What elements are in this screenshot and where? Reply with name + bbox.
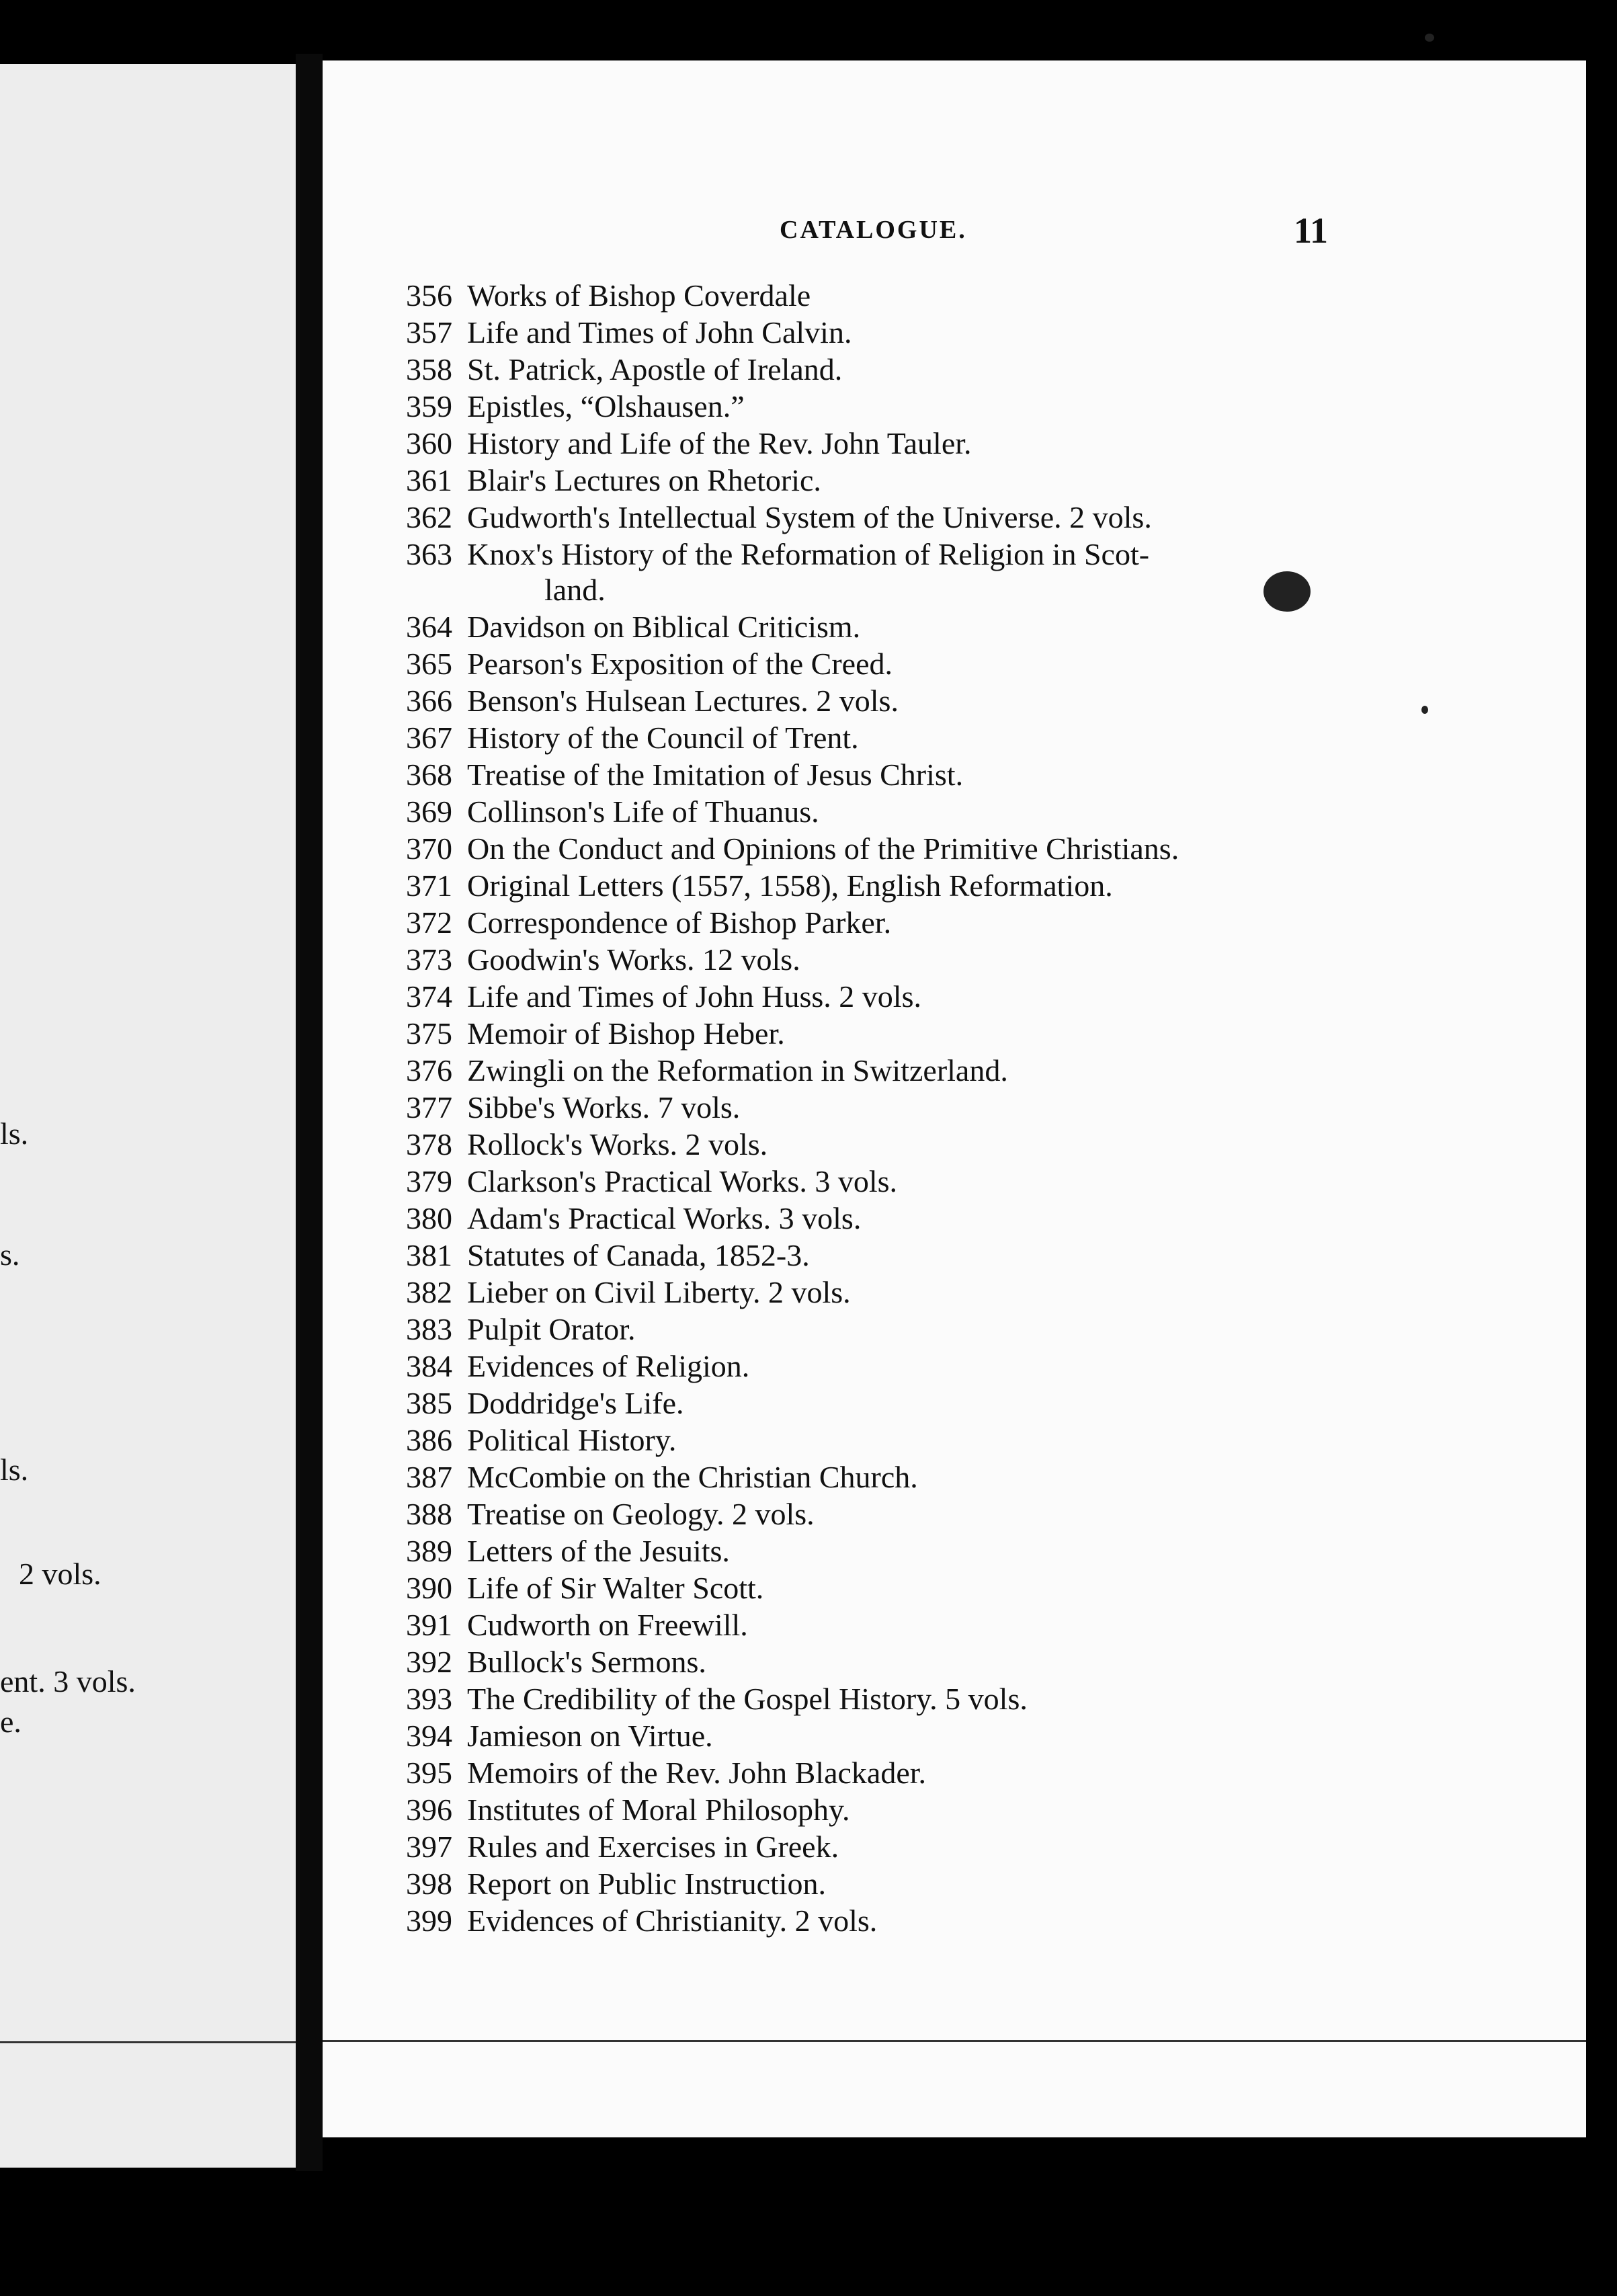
entry-title: Doddridge's Life. [467,1386,684,1420]
entry-number: 369 [406,794,452,829]
catalogue-entry [323,388,1586,425]
catalogue-entry [323,1459,1586,1495]
catalogue-entry [323,1717,1586,1754]
entry-title: Institutes of Moral Philosophy. [467,1793,850,1827]
catalogue-entry [323,462,1586,499]
entry-number: 374 [406,979,452,1014]
left-fragment: ls. [0,1116,29,1151]
catalogue-entry [323,756,1586,793]
entry-number: 363 [406,537,452,571]
entry-title: The Credibility of the Gospel History. 5 vols. [467,1682,1028,1716]
catalogue-entry [323,1902,1586,1939]
catalogue-entry [323,1532,1586,1569]
ink-speck [1421,706,1428,714]
entry-number: 385 [406,1386,452,1420]
catalogue-entry [323,1200,1586,1237]
entry-number: 387 [406,1460,452,1494]
entry-title: St. Patrick, Apostle of Ireland. [467,352,843,386]
entry-title: Epistles, “Olshausen.” [467,389,745,423]
entry-number: 395 [406,1756,452,1790]
entry-number: 381 [406,1238,452,1272]
entry-title: Cudworth on Freewill. [467,1608,748,1642]
entry-title: Sibbe's Works. 7 vols. [467,1090,741,1124]
ink-speck [1425,34,1434,42]
entry-title: Davidson on Biblical Criticism. [467,610,861,644]
left-fragment: 2 vols. [19,1557,101,1591]
entry-number: 373 [406,942,452,977]
catalogue-entry [323,1680,1586,1717]
entry-title: On the Conduct and Opinions of the Primitive Christians. [467,831,1179,866]
catalogue-entry [323,1348,1586,1385]
entry-title: Clarkson's Practical Works. 3 vols. [467,1164,898,1198]
entry-title: Zwingli on the Reformation in Switzerland. [467,1053,1008,1088]
catalogue-entry [323,830,1586,867]
entry-title: Statutes of Canada, 1852-3. [467,1238,810,1272]
entry-title: Correspondence of Bishop Parker. [467,905,892,940]
entry-number: 393 [406,1682,452,1716]
catalogue-entry [323,1089,1586,1126]
entry-number: 396 [406,1793,452,1827]
catalogue-entry [323,941,1586,978]
catalogue-entry [323,1791,1586,1828]
entry-title: Rollock's Works. 2 vols. [467,1127,768,1161]
running-head: CATALOGUE. [780,216,967,244]
catalogue-entry [323,314,1586,351]
entry-title: Life and Times of John Huss. 2 vols. [467,979,921,1014]
entry-number: 380 [406,1201,452,1235]
catalogue-entry [323,1163,1586,1200]
page-header [323,210,1586,257]
catalogue-entry [323,1052,1586,1089]
entry-title: Rules and Exercises in Greek. [467,1830,839,1864]
ink-blot [1263,571,1311,612]
catalogue-entry [323,1828,1586,1865]
catalogue-entry [323,978,1586,1015]
entry-number: 388 [406,1497,452,1531]
entry-title: Adam's Practical Works. 3 vols. [467,1201,862,1235]
entry-number: 398 [406,1867,452,1901]
entry-title: Pearson's Exposition of the Creed. [467,647,893,681]
entry-title: Goodwin's Works. 12 vols. [467,942,800,977]
entry-title: Blair's Lectures on Rhetoric. [467,463,821,497]
entry-title: Treatise of the Imitation of Jesus Christ. [467,757,964,792]
entry-number: 389 [406,1534,452,1568]
catalogue-entry [323,499,1586,536]
page-number: 11 [1294,210,1329,251]
catalogue-entry [323,1643,1586,1680]
entry-number: 357 [406,315,452,350]
entry-number: 399 [406,1903,452,1938]
catalogue-entry [323,1311,1586,1348]
catalogue-entry [323,608,1586,645]
catalogue-entry [323,719,1586,756]
catalogue-entry [323,1126,1586,1163]
catalogue-entry [323,536,1586,608]
entry-number: 356 [406,278,452,313]
entry-title-continuation: land. [544,573,606,607]
catalogue-entry [323,1274,1586,1311]
book-gutter [296,54,323,2171]
entry-title: Jamieson on Virtue. [467,1719,713,1753]
left-fragment: s. [0,1237,20,1272]
entry-title: Lieber on Civil Liberty. 2 vols. [467,1275,851,1309]
catalogue-entry [323,1237,1586,1274]
entry-number: 358 [406,352,452,386]
entry-number: 365 [406,647,452,681]
catalogue-entry [323,277,1586,314]
entry-number: 370 [406,831,452,866]
entry-title: Knox's History of the Reformation of Religion in Scot- [467,537,1150,571]
left-fragment: e. [0,1705,22,1739]
entry-number: 367 [406,721,452,755]
catalogue-page [323,60,1586,2137]
catalogue-entry [323,1754,1586,1791]
catalogue-entry [323,867,1586,904]
entry-number: 368 [406,757,452,792]
entry-number: 360 [406,426,452,460]
entry-number: 371 [406,868,452,903]
bottom-rule [323,2040,1586,2042]
entry-title: Original Letters (1557, 1558), English Reformation. [467,868,1113,903]
entry-number: 361 [406,463,452,497]
catalogue-entry [323,1422,1586,1459]
entry-title: Collinson's Life of Thuanus. [467,794,819,829]
catalogue-entry [323,425,1586,462]
catalogue-entry [323,351,1586,388]
entry-number: 366 [406,684,452,718]
entry-number: 359 [406,389,452,423]
catalogue-entry [323,682,1586,719]
catalogue-entry [323,645,1586,682]
entry-title: Life and Times of John Calvin. [467,315,852,350]
catalogue-entry [323,793,1586,830]
entry-title: Evidences of Religion. [467,1349,750,1383]
entry-number: 391 [406,1608,452,1642]
entry-title: Bullock's Sermons. [467,1645,706,1679]
entry-title: Benson's Hulsean Lectures. 2 vols. [467,684,899,718]
entry-title: Gudworth's Intellectual System of the Universe. 2 vols. [467,500,1152,534]
catalogue-entry [323,1569,1586,1606]
entry-title: Memoirs of the Rev. John Blackader. [467,1756,927,1790]
entry-title: History of the Council of Trent. [467,721,859,755]
entry-number: 384 [406,1349,452,1383]
entry-number: 386 [406,1423,452,1457]
left-page-rule [0,2041,296,2043]
entry-number: 364 [406,610,452,644]
entry-title: Letters of the Jesuits. [467,1534,730,1568]
entry-number: 362 [406,500,452,534]
entry-title: Works of Bishop Coverdale [467,278,811,313]
left-page [0,64,296,2168]
entry-title: History and Life of the Rev. John Tauler. [467,426,972,460]
entry-title: Report on Public Instruction. [467,1867,827,1901]
entry-number: 375 [406,1016,452,1051]
left-fragment: ent. 3 vols. [0,1664,136,1698]
entry-number: 394 [406,1719,452,1753]
entry-title: Memoir of Bishop Heber. [467,1016,785,1051]
entry-title: Pulpit Orator. [467,1312,636,1346]
entry-number: 383 [406,1312,452,1346]
entry-title: McCombie on the Christian Church. [467,1460,918,1494]
entry-number: 379 [406,1164,452,1198]
entry-number: 377 [406,1090,452,1124]
entry-title: Political History. [467,1423,677,1457]
entry-number: 376 [406,1053,452,1088]
entry-number: 372 [406,905,452,940]
catalogue-entry [323,1385,1586,1422]
entry-title: Life of Sir Walter Scott. [467,1571,764,1605]
entry-number: 392 [406,1645,452,1679]
entry-number: 378 [406,1127,452,1161]
catalogue-entry [323,1015,1586,1052]
entry-number: 397 [406,1830,452,1864]
catalogue-entry [323,1606,1586,1643]
entry-number: 390 [406,1571,452,1605]
catalogue-entry [323,1865,1586,1902]
entry-title: Treatise on Geology. 2 vols. [467,1497,815,1531]
catalogue-entry [323,904,1586,941]
catalogue-entry [323,1495,1586,1532]
entry-title: Evidences of Christianity. 2 vols. [467,1903,878,1938]
left-fragment: ls. [0,1452,29,1487]
catalogue-list [323,277,1586,1939]
entry-number: 382 [406,1275,452,1309]
